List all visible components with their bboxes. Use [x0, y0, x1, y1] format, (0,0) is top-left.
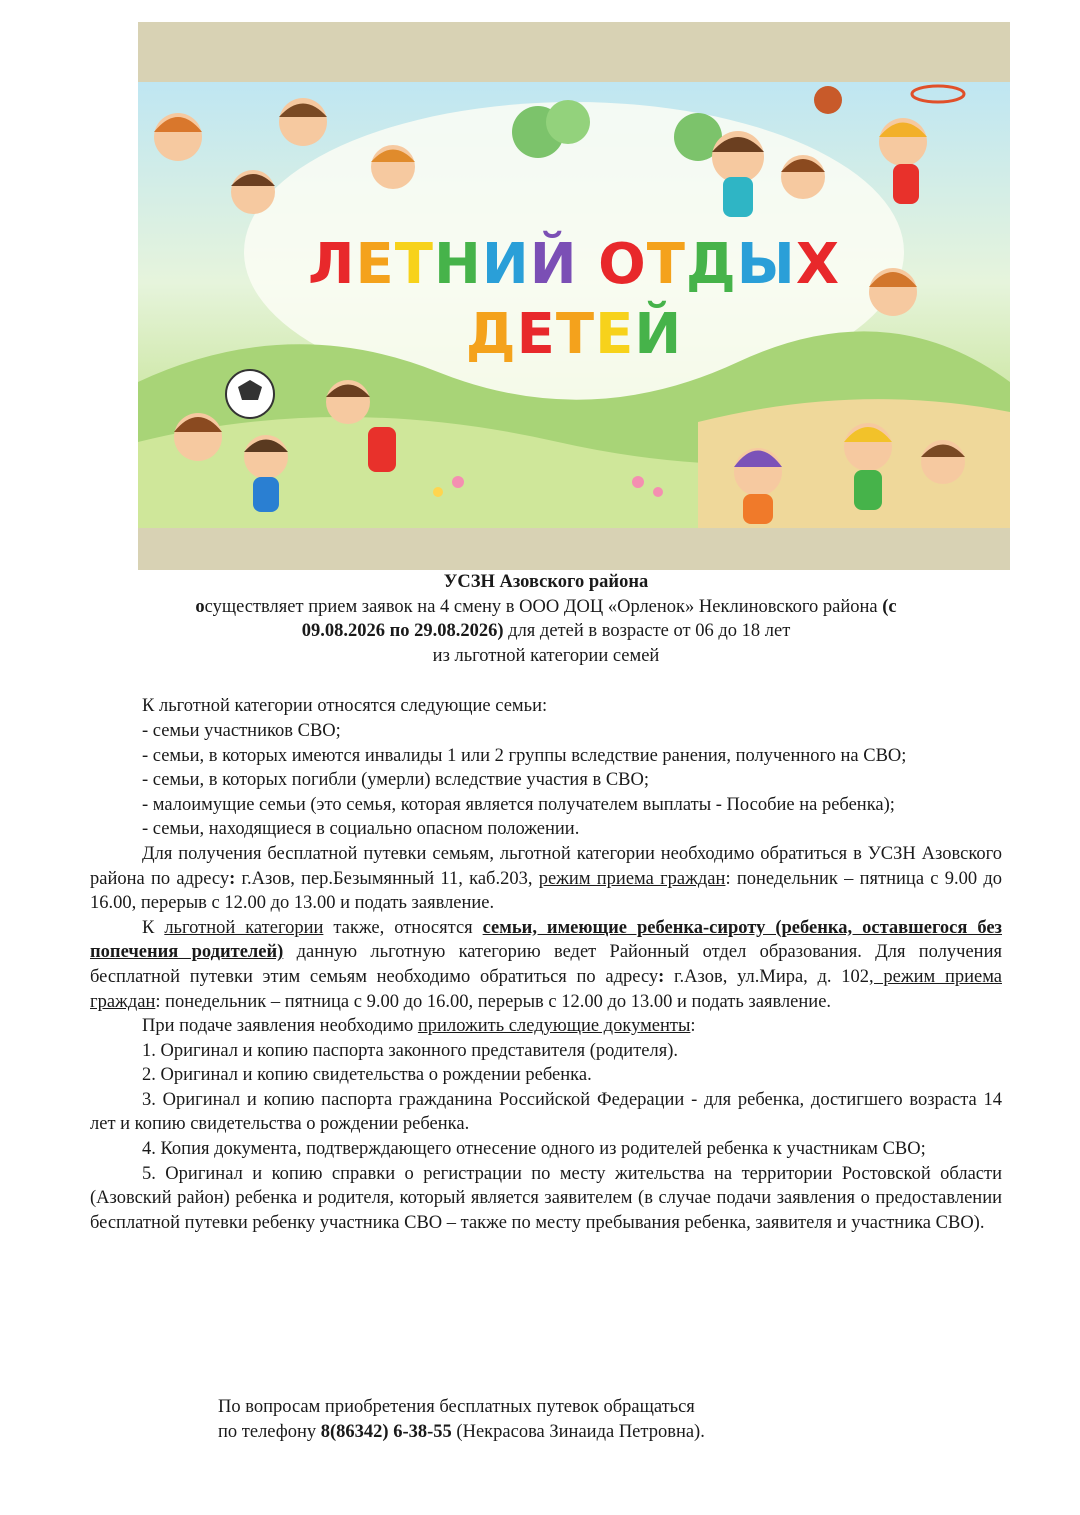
address: г.Азов, пер.Безымянный 11, каб.203, — [235, 868, 539, 889]
text: данную льготную категорию ведет Районный отдел образования. Для получения бесплатной путевки этим семьям необходимо обратиться по адресу — [90, 942, 1002, 987]
uszn-address-paragraph — [90, 842, 1002, 916]
banner-title-line1 — [138, 230, 1010, 300]
contact-person: (Некрасова Зинаида Петровна). — [451, 1422, 705, 1442]
org-name: УСЗН Азовского района — [443, 572, 649, 592]
banner-title-letter: Н — [433, 232, 482, 297]
text: К — [142, 917, 165, 938]
contact-line-2 — [218, 1420, 705, 1445]
contact-info — [218, 1395, 705, 1445]
text: льготной категории — [164, 917, 324, 938]
category-item-1: - семьи участников СВО; — [142, 720, 341, 741]
banner-image — [138, 22, 1010, 570]
announcement-text: существляет прием заявок на 4 смену в ООО ДОЦ «Орленок» Неклиновского района — [204, 596, 883, 617]
text: по телефону — [218, 1422, 321, 1442]
orphan-category: семьи, имеющие ребенка-сироту (ребенка, оставшегося без попечения родителей) — [90, 917, 1002, 963]
text: приложить следующие документы — [417, 1016, 691, 1037]
document-item-5: 5. Оригинал и копию справки о регистрации по месту жительства на территории Ростовской области (Азовский район) ребенка и родителя, который является заявителем (в случае подачи заявления о предоставлении бесплатной путевки ребенку участника СВО – также по месту пребывания ребенка, заявителя и участника СВО). — [90, 1163, 1002, 1233]
announcement-line-1 — [90, 595, 1002, 620]
text: При подаче заявления необходимо — [142, 1016, 418, 1037]
age-range: для детей в возрасте от 06 до 18 лет — [503, 621, 791, 642]
bold-letter: о — [195, 596, 205, 617]
document-item-3: 3. Оригинал и копию паспорта гражданина Российской Федерации - для ребенка, достигшего возраста 14 лет и копию свидетельства о рождении ребенка. — [90, 1089, 1002, 1135]
schedule-label: , режим приема граждан — [90, 966, 1002, 1012]
date-range: 09.08.2026 по 29.08.2026) — [301, 621, 504, 642]
contact-line-1: По вопросам приобретения бесплатных путевок обращаться — [218, 1397, 695, 1417]
category-item-2: - семьи, в которых имеются инвалиды 1 или 2 группы вследствие ранения, полученного на СВО; — [142, 745, 907, 766]
schedule: : понедельник – пятница с 9.00 до 16.00, перерыв с 12.00 до 13.00 и подать заявление. — [155, 991, 832, 1012]
text: Для получения бесплатной путевки семьям, льготной категории необходимо обратиться в УСЗН Азовского района по адресу — [90, 843, 1002, 889]
banner-title-letter: Т — [646, 232, 686, 297]
phone-number: 8(86342) 6-38-55 — [320, 1422, 452, 1442]
document-body — [90, 570, 1002, 1235]
document-item-1: 1. Оригинал и копию паспорта законного представителя (родителя). — [142, 1040, 679, 1061]
text: : — [658, 966, 665, 987]
banner-title-letter: О — [598, 232, 647, 297]
banner-title-letter: Т — [555, 302, 596, 367]
banner-title-letter: Х — [795, 232, 840, 297]
banner-title-letter: Й — [634, 302, 683, 367]
date-open: (с — [882, 596, 897, 617]
document-item-4: 4. Копия документа, подтверждающего отнесение одного из родителей ребенка к участникам СВО; — [142, 1139, 926, 1160]
text: : — [690, 1016, 696, 1037]
text: также, относятся — [323, 917, 483, 938]
banner-title-letter: Е — [355, 232, 395, 297]
banner-title-line2 — [138, 300, 1010, 370]
announcement-line-3: из льготной категории семей — [432, 645, 660, 666]
address: г.Азов, ул.Мира, д. 102 — [664, 966, 870, 987]
banner-title-letter: Й — [529, 232, 578, 297]
schedule: : понедельник – пятница с 9.00 до 16.00, перерыв с 12.00 до 13.00 и подать заявление. — [90, 868, 1003, 914]
banner-title-letter: Д — [465, 302, 517, 367]
category-item-5: - семьи, находящиеся в социально опасном положении. — [142, 819, 580, 840]
banner-title-letter: Л — [307, 232, 356, 297]
text: : — [229, 868, 236, 889]
categories-intro: К льготной категории относятся следующие семьи: — [142, 696, 548, 717]
banner-title-letter: Е — [516, 302, 556, 367]
announcement-header — [90, 570, 1002, 668]
banner-title-letter: Е — [595, 302, 635, 367]
banner-title-letter: Д — [685, 232, 737, 297]
schedule-label: режим приема граждан — [538, 868, 726, 889]
documents-intro — [90, 1014, 1002, 1039]
banner-title-letter: Ы — [736, 232, 796, 297]
category-item-4: - малоимущие семьи (это семья, которая является получателем выплаты - Пособие на ребенка); — [142, 794, 895, 815]
announcement-line-2 — [90, 619, 1002, 644]
banner-title-letter — [578, 232, 599, 297]
banner-title-letter: И — [481, 232, 530, 297]
banner-title-letter: Т — [394, 232, 434, 297]
banner-title — [138, 230, 1010, 370]
category-item-3: - семьи, в которых погибли (умерли) вследствие участия в СВО; — [142, 770, 649, 791]
document-item-2: 2. Оригинал и копию свидетельства о рождении ребенка. — [142, 1065, 592, 1086]
orphan-category-paragraph — [90, 916, 1002, 1014]
